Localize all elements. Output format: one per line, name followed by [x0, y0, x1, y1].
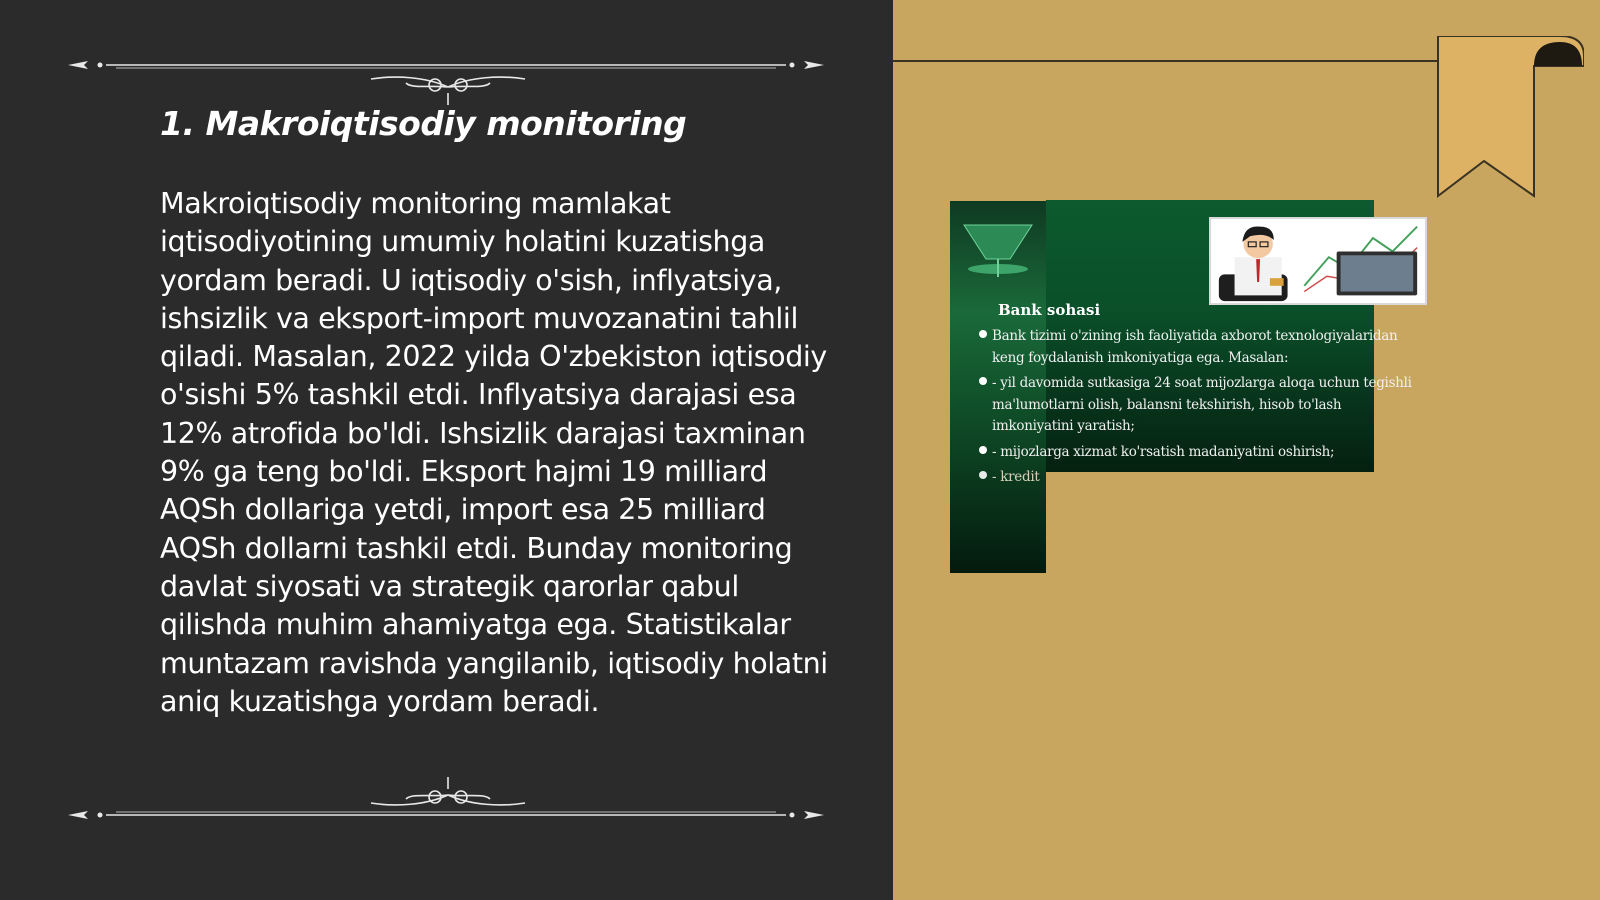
- embedded-bullet-list: [978, 326, 1418, 493]
- bullet-dot-icon: [979, 330, 987, 338]
- funnel-icon: [960, 221, 1036, 277]
- list-item: - mijozlarga xizmat ko'rsatish madaniyatini oshirish;: [978, 442, 1418, 464]
- embedded-heading: Bank sohasi: [998, 301, 1101, 319]
- bullet-dot-icon: [979, 471, 987, 479]
- businessman-chart-picture: [1209, 217, 1427, 305]
- list-item: - yil davomida sutkasiga 24 soat mijozlarga aloqa uchun tegishli ma'lumotlarni olish, balansni tekshirish, hisob to'lash imkoniyatini yaratish;: [978, 373, 1418, 438]
- bullet-dot-icon: [979, 446, 987, 454]
- top-ornament: [66, 55, 826, 105]
- list-item: - kredit: [978, 467, 1418, 489]
- list-item: Bank tizimi o'zining ish faoliyatida axborot texnologiyalaridan keng foydalanish imkoniyatiga ega. Masalan:: [978, 326, 1418, 369]
- horizontal-divider: [893, 60, 1438, 62]
- slide-body-text: Makroiqtisodiy monitoring mamlakat iqtisodiyotining umumiy holatini kuzatishga yordam beradi. U iqtisodiy o'sish, inflyatsiya, ishsizlik va eksport-import muvozanatini tahlil qiladi. Masalan, 2022 yilda O'zbekiston iqtisodiy o'sishi 5% tashkil etdi. Inflyatsiya darajasi esa 12% atrofida bo'ldi. Ishsizlik darajasi taxminan 9% ga teng bo'ldi. Eksport hajmi 19 milliard AQSh dollariga yetdi, import esa 25 milliard AQSh dollarni tashkil etdi. Bunday monitoring davlat siyosati va strategik qarorlar qabul qilishda muhim ahamiyatga ega. Statistikalar muntazam ravishda yangilanib, iqtisodiy holatni aniq kuzatishga yordam beradi.: [160, 187, 828, 718]
- bottom-ornament: [66, 775, 826, 825]
- bullet-dot-icon: [979, 377, 987, 385]
- bookmark-ribbon-icon: [1434, 36, 1584, 201]
- embedded-slide-image: [950, 200, 1430, 575]
- slide-title: 1. Makroiqtisodiy monitoring: [160, 104, 687, 143]
